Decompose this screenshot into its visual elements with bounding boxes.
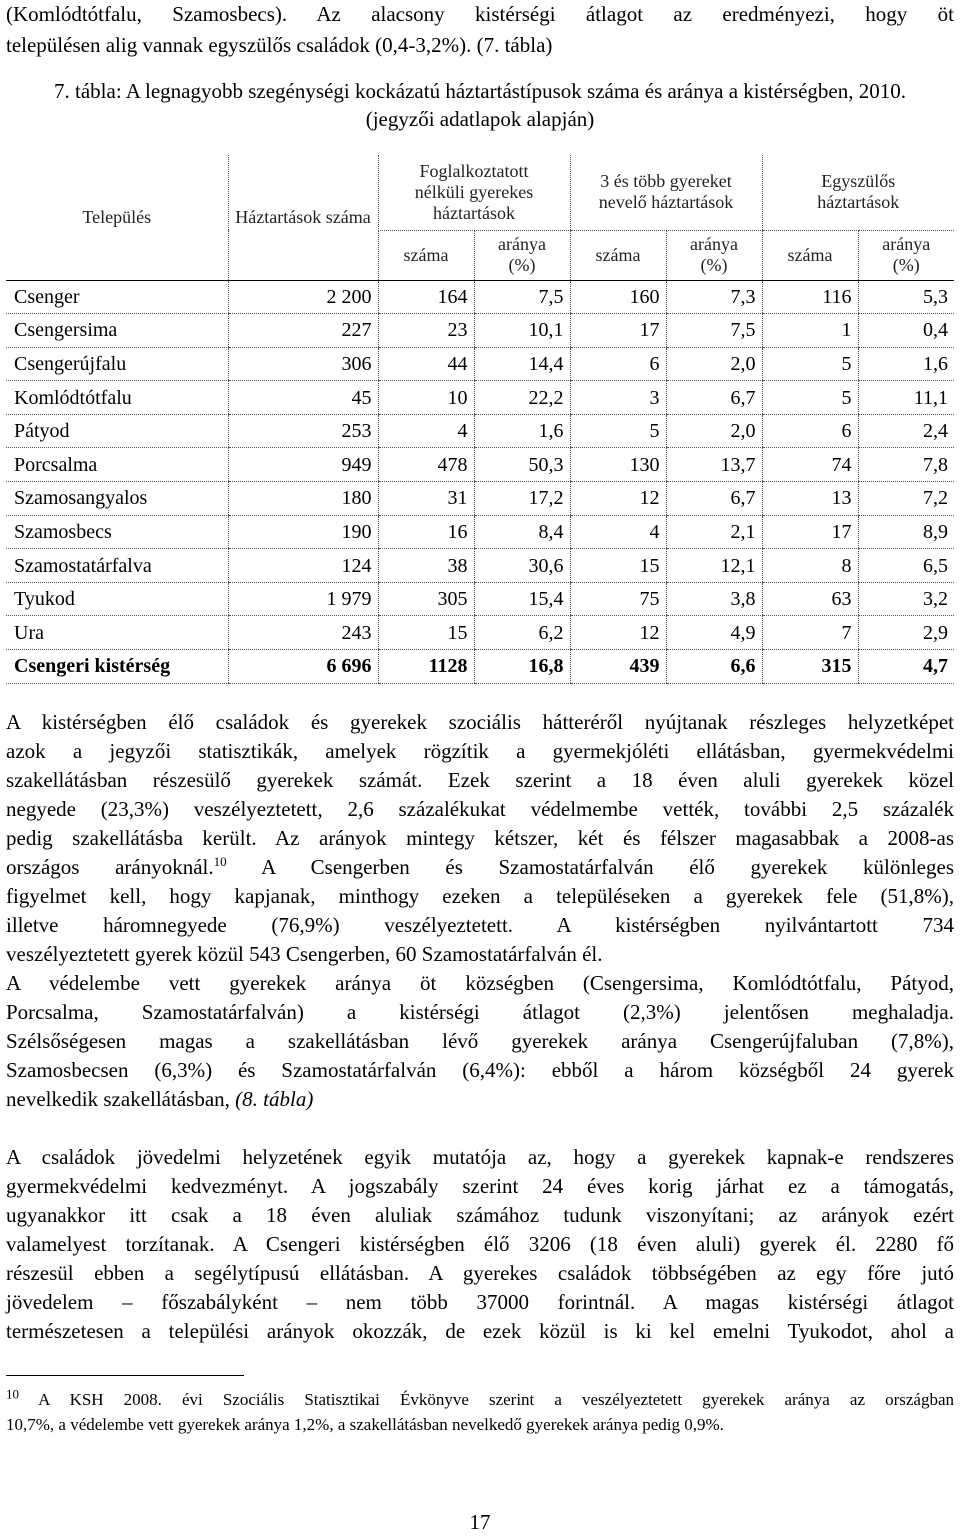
jobless-ratio-cell: 17,2 <box>474 482 570 516</box>
page-number: 17 <box>469 1510 491 1534</box>
settlement-name: Szamostatárfalva <box>6 549 228 583</box>
settlement-name: Komlódtótfalu <box>6 381 228 415</box>
para2-line-4: Szamosbecsen (6,3%) és Szamostatárfalván (6,4%): ebből a három községből 24 gyerek <box>6 1058 954 1082</box>
para2-line-1: A védelembe vett gyerekek aránya öt községben (Csengersima, Komlódtótfalu, Pátyod, <box>6 971 954 995</box>
settlement-name: Porcsalma <box>6 448 228 482</box>
settlement-name: Szamosangyalos <box>6 482 228 516</box>
footnote-line-2: 10,7%, a védelembe vett gyerekek aránya 1,2%, a szakellátásban nevelkedő gyerekek aránya pedig 0,9%. <box>6 1415 724 1434</box>
jobless-ratio-cell: 1,6 <box>474 414 570 448</box>
header-count: száma <box>570 230 666 280</box>
para1-line-7: figyelmet kell, hogy kapjanak, minthogy ezeken a településeken a gyerekek fele (51,8%), <box>6 884 954 908</box>
para1-line-3: szakellátásban részesülő gyerekek számát. Ezek szerint a 18 éven aluli gyerekek közel <box>6 768 954 792</box>
households-count-cell: 190 <box>228 515 378 549</box>
jobless-ratio-cell: 16,8 <box>474 650 570 684</box>
single-parent-ratio-cell: 7,2 <box>858 482 954 516</box>
para3-line-5: részesül ebben a segélytípusú ellátásban. A gyerekes családok többségében az egy főre jutó <box>6 1261 954 1285</box>
jobless-count-cell: 4 <box>378 414 474 448</box>
intro-line-1: (Komlódtótfalu, Szamosbecs). Az alacsony kistérségi átlagot az eredményezi, hogy öt <box>6 2 954 26</box>
single-parent-ratio-cell: 8,9 <box>858 515 954 549</box>
households-count-cell: 1 979 <box>228 582 378 616</box>
three-plus-count-cell: 5 <box>570 414 666 448</box>
three-plus-ratio-cell: 6,7 <box>666 482 762 516</box>
single-parent-count-cell: 8 <box>762 549 858 583</box>
intro-line-2: településen alig vannak egyszülős családok (0,4-3,2%). (7. tábla) <box>6 33 553 57</box>
jobless-count-cell: 305 <box>378 582 474 616</box>
single-parent-count-cell: 13 <box>762 482 858 516</box>
para2-table-ref: (8. tábla) <box>235 1087 314 1111</box>
para1-line-6 <box>6 853 954 881</box>
three-plus-count-cell: 160 <box>570 280 666 314</box>
para3-line-3: ugyanakkor itt csak a 18 éven aluliak számához tudunk viszonyítani; az arányok ezért <box>6 1203 954 1227</box>
three-plus-count-cell: 15 <box>570 549 666 583</box>
jobless-count-cell: 38 <box>378 549 474 583</box>
single-parent-ratio-cell: 2,4 <box>858 414 954 448</box>
single-parent-count-cell: 74 <box>762 448 858 482</box>
table-row <box>6 582 954 616</box>
para1-line-9: veszélyeztetett gyerek közül 543 Csengerben, 60 Szamostatárfalván él. <box>6 942 603 966</box>
table-row <box>6 549 954 583</box>
three-plus-count-cell: 3 <box>570 381 666 415</box>
header-ratio: aránya (%) <box>474 230 570 280</box>
households-count-cell: 6 696 <box>228 650 378 684</box>
header-group-single-parent: Egyszülős háztartások <box>762 155 954 230</box>
table-total-row <box>6 650 954 684</box>
households-count-cell: 45 <box>228 381 378 415</box>
households-count-cell: 949 <box>228 448 378 482</box>
jobless-count-cell: 15 <box>378 616 474 650</box>
settlement-name: Csenger <box>6 280 228 314</box>
households-count-cell: 227 <box>228 314 378 348</box>
footnote-number: 10 <box>6 1386 19 1402</box>
three-plus-ratio-cell: 12,1 <box>666 549 762 583</box>
jobless-count-cell: 10 <box>378 381 474 415</box>
single-parent-ratio-cell: 7,8 <box>858 448 954 482</box>
three-plus-ratio-cell: 13,7 <box>666 448 762 482</box>
households-count-cell: 243 <box>228 616 378 650</box>
jobless-ratio-cell: 14,4 <box>474 347 570 381</box>
single-parent-count-cell: 315 <box>762 650 858 684</box>
jobless-count-cell: 31 <box>378 482 474 516</box>
para2-line-3: Szélsőségesen magas a szakellátásban lévő gyerekek aránya Csengerújfaluban (7,8%), <box>6 1029 954 1053</box>
three-plus-ratio-cell: 3,8 <box>666 582 762 616</box>
jobless-ratio-cell: 22,2 <box>474 381 570 415</box>
single-parent-ratio-cell: 6,5 <box>858 549 954 583</box>
para2-line-5 <box>6 1085 313 1113</box>
single-parent-ratio-cell: 4,7 <box>858 650 954 684</box>
table-row <box>6 381 954 415</box>
single-parent-count-cell: 5 <box>762 381 858 415</box>
header-households: Háztartások száma <box>228 155 378 280</box>
three-plus-ratio-cell: 7,5 <box>666 314 762 348</box>
jobless-ratio-cell: 30,6 <box>474 549 570 583</box>
single-parent-count-cell: 116 <box>762 280 858 314</box>
footnote-separator <box>6 1375 244 1376</box>
para1-line-6-a: országos arányoknál. <box>6 855 214 879</box>
para3-line-2: gyermekvédelmi kedvezményt. A jogszabály szerint 24 éves korig járhat ez a támogatás, <box>6 1174 954 1198</box>
jobless-ratio-cell: 50,3 <box>474 448 570 482</box>
settlement-name: Tyukod <box>6 582 228 616</box>
settlement-name: Pátyod <box>6 414 228 448</box>
three-plus-count-cell: 6 <box>570 347 666 381</box>
single-parent-ratio-cell: 0,4 <box>858 314 954 348</box>
table-row <box>6 482 954 516</box>
single-parent-count-cell: 63 <box>762 582 858 616</box>
three-plus-ratio-cell: 7,3 <box>666 280 762 314</box>
jobless-count-cell: 23 <box>378 314 474 348</box>
three-plus-ratio-cell: 2,1 <box>666 515 762 549</box>
table-row <box>6 347 954 381</box>
jobless-count-cell: 16 <box>378 515 474 549</box>
settlement-name: Szamosbecs <box>6 515 228 549</box>
jobless-ratio-cell: 15,4 <box>474 582 570 616</box>
header-group-three-plus: 3 és több gyereket nevelő háztartások <box>570 155 762 230</box>
three-plus-ratio-cell: 6,7 <box>666 381 762 415</box>
table-row <box>6 515 954 549</box>
para1-line-8: illetve háromnegyede (76,9%) veszélyeztetett. A kistérségben nyilvántartott 734 <box>6 913 954 937</box>
para1-line-6-b: A Csengerben és Szamostatárfalván élő gyerekek különleges <box>226 855 954 879</box>
three-plus-count-cell: 75 <box>570 582 666 616</box>
three-plus-ratio-cell: 2,0 <box>666 414 762 448</box>
households-count-cell: 253 <box>228 414 378 448</box>
table-row <box>6 448 954 482</box>
header-ratio: aránya (%) <box>858 230 954 280</box>
three-plus-ratio-cell: 4,9 <box>666 616 762 650</box>
table-row <box>6 280 954 314</box>
jobless-count-cell: 164 <box>378 280 474 314</box>
footnote-line-1 <box>6 1388 954 1411</box>
jobless-ratio-cell: 6,2 <box>474 616 570 650</box>
header-count: száma <box>378 230 474 280</box>
single-parent-ratio-cell: 3,2 <box>858 582 954 616</box>
header-settlement: Település <box>6 155 228 280</box>
three-plus-count-cell: 130 <box>570 448 666 482</box>
households-count-cell: 306 <box>228 347 378 381</box>
three-plus-count-cell: 12 <box>570 482 666 516</box>
para3-line-4: valamelyest torzítanak. A Csengeri kistérségben élő 3206 (18 éven aluli) gyerek él. 2280 fő <box>6 1232 954 1256</box>
jobless-count-cell: 1128 <box>378 650 474 684</box>
three-plus-count-cell: 439 <box>570 650 666 684</box>
single-parent-ratio-cell: 2,9 <box>858 616 954 650</box>
three-plus-ratio-cell: 2,0 <box>666 347 762 381</box>
para1-line-2: azok a jegyzői statisztikák, amelyek rögzítik a gyermekjóléti ellátásban, gyermekvédelmi <box>6 739 954 763</box>
three-plus-count-cell: 17 <box>570 314 666 348</box>
para2-line-2: Porcsalma, Szamostatárfalván) a kistérségi átlagot (2,3%) jelentősen meghaladja. <box>6 1000 954 1024</box>
single-parent-count-cell: 7 <box>762 616 858 650</box>
table-caption: 7. tábla: A legnagyobb szegénységi kockázatú háztartástípusok száma és aránya a kistérségben, 2010. <box>54 79 906 103</box>
single-parent-count-cell: 1 <box>762 314 858 348</box>
settlement-name: Ura <box>6 616 228 650</box>
para1-line-4: negyede (23,3%) veszélyeztetett, 2,6 százalékukat védelmembe vették, további 2,5 százalék <box>6 797 954 821</box>
three-plus-count-cell: 12 <box>570 616 666 650</box>
para1-line-1: A kistérségben élő családok és gyerekek szociális hátteréről nyújtanak részleges helyzetképet <box>6 710 954 734</box>
household-table <box>6 155 954 684</box>
households-count-cell: 124 <box>228 549 378 583</box>
settlement-name: Csengerújfalu <box>6 347 228 381</box>
jobless-count-cell: 478 <box>378 448 474 482</box>
single-parent-ratio-cell: 1,6 <box>858 347 954 381</box>
para3-line-1: A családok jövedelmi helyzetének egyik mutatója az, hogy a gyerekek kapnak-e rendszeres <box>6 1145 954 1169</box>
jobless-count-cell: 44 <box>378 347 474 381</box>
jobless-ratio-cell: 8,4 <box>474 515 570 549</box>
jobless-ratio-cell: 7,5 <box>474 280 570 314</box>
para3-line-6: jövedelem – főszabályként – nem több 37000 forintnál. A magas kistérségi átlagot <box>6 1290 954 1314</box>
three-plus-ratio-cell: 6,6 <box>666 650 762 684</box>
single-parent-count-cell: 17 <box>762 515 858 549</box>
para1-line-5: pedig szakellátásba került. Az arányok mintegy kétszer, két és félszer magasabbak a 2008-as <box>6 826 954 850</box>
settlement-name: Csengersima <box>6 314 228 348</box>
table-row <box>6 414 954 448</box>
footnote-reference: 10 <box>213 854 227 869</box>
three-plus-count-cell: 4 <box>570 515 666 549</box>
header-ratio: aránya (%) <box>666 230 762 280</box>
jobless-ratio-cell: 10,1 <box>474 314 570 348</box>
table-row <box>6 616 954 650</box>
single-parent-ratio-cell: 11,1 <box>858 381 954 415</box>
table-row <box>6 314 954 348</box>
single-parent-ratio-cell: 5,3 <box>858 280 954 314</box>
settlement-name: Csengeri kistérség <box>6 650 228 684</box>
table-caption-source: (jegyzői adatlapok alapján) <box>365 107 595 131</box>
single-parent-count-cell: 5 <box>762 347 858 381</box>
households-count-cell: 180 <box>228 482 378 516</box>
para2-line-5-a: nevelkedik szakellátásban, <box>6 1087 236 1111</box>
households-count-cell: 2 200 <box>228 280 378 314</box>
para3-line-7: természetesen a települési arányok okozzák, de ezek közül is ki kel emelni Tyukodot, ahol a <box>6 1319 954 1343</box>
header-count: száma <box>762 230 858 280</box>
header-group-jobless: Foglalkoztatott nélküli gyerekes háztartások <box>378 155 570 230</box>
footnote-text-1: A KSH 2008. évi Szociális Statisztikai Évkönyve szerint a veszélyeztetett gyerekek aránya az országban <box>19 1390 954 1409</box>
single-parent-count-cell: 6 <box>762 414 858 448</box>
